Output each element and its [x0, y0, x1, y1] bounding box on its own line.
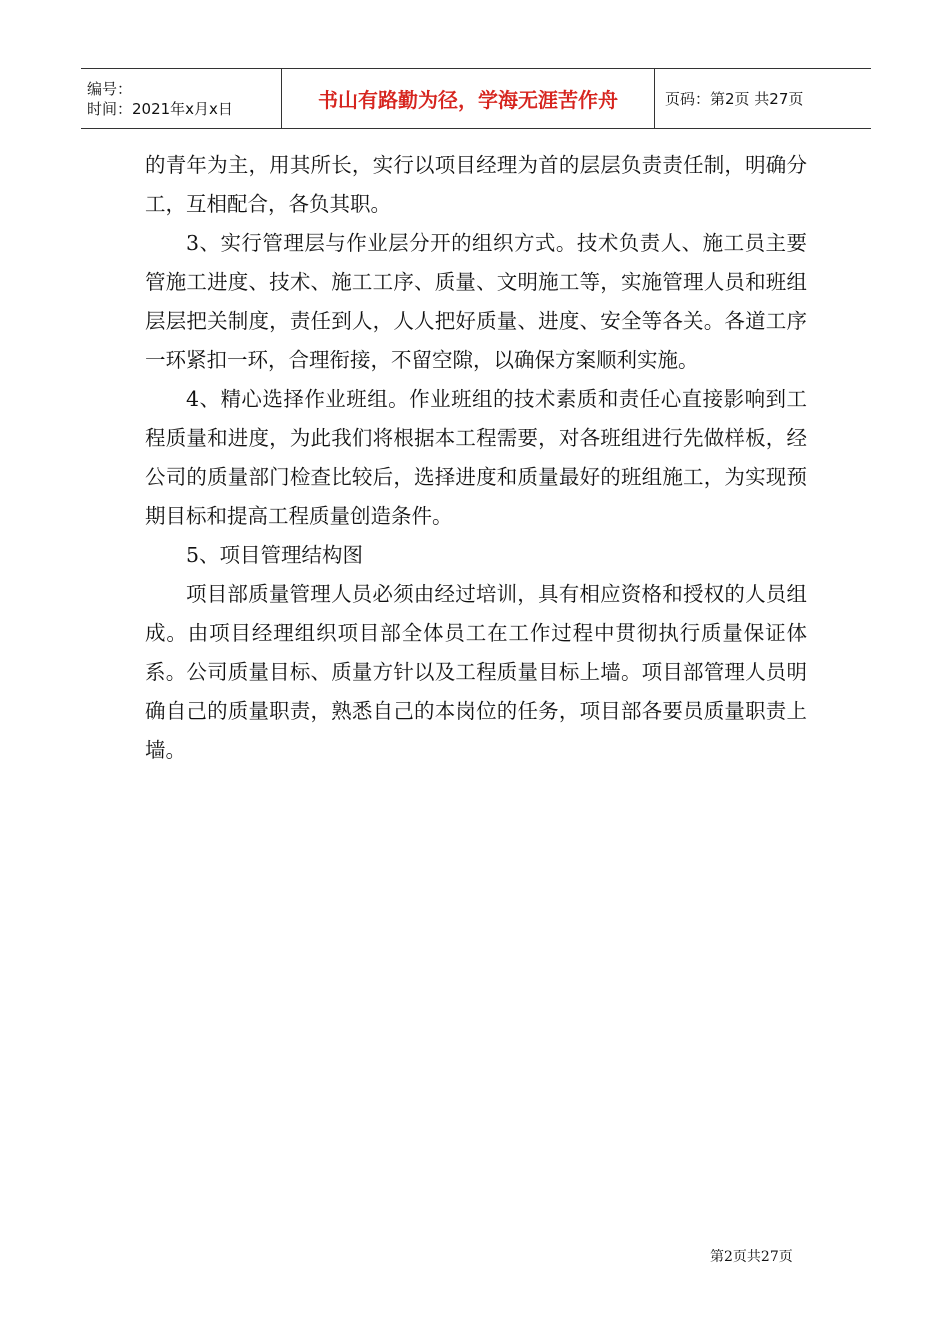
- page-header: [81, 68, 871, 129]
- header-page-info: [655, 69, 871, 128]
- page-info-text: 页码：第2页 共27页: [665, 90, 804, 108]
- header-meta: [81, 69, 281, 128]
- header-motto: [281, 69, 655, 128]
- paragraph-3: 4、精心选择作业班组。作业班组的技术素质和责任心直接影响到工程质量和进度，为此我们将根据本工程需要，对各班组进行先做样板，经公司的质量部门检查比较后，选择进度和质量最好的班组施工，为实现预期目标和提高工程质量创造条件。: [145, 387, 807, 528]
- footer-page-number: 第2页共27页: [710, 1249, 793, 1265]
- motto-text: 书山有路勤为径，学海无涯苦作舟: [318, 88, 618, 112]
- page-footer: [710, 1246, 793, 1266]
- paragraph-2: 3、实行管理层与作业层分开的组织方式。技术负责人、施工员主要管施工进度、技术、施工工序、质量、文明施工等，实施管理人员和班组层层把关制度，责任到人，人人把好质量、进度、安全等各关。各道工序一环紧扣一环，合理衔接，不留空隙，以确保方案顺利实施。: [145, 231, 807, 372]
- paragraph-4: 项目部质量管理人员必须由经过培训，具有相应资格和授权的人员组成。由项目经理组织项目部全体员工在工作过程中贯彻执行质量保证体系。公司质量目标、质量方针以及工程质量目标上墙。项目部管理人员明确自己的质量职责，熟悉自己的本岗位的任务，项目部各要员质量职责上墙。: [145, 582, 807, 762]
- paragraph-1: 的青年为主，用其所长，实行以项目经理为首的层层负责责任制，明确分工，互相配合，各负其职。: [145, 153, 807, 216]
- document-date: 时间：2021年x月x日: [87, 99, 233, 118]
- document-number: 编号：: [87, 79, 133, 98]
- document-body: [145, 146, 807, 770]
- section-heading: 5、项目管理结构图: [186, 543, 364, 567]
